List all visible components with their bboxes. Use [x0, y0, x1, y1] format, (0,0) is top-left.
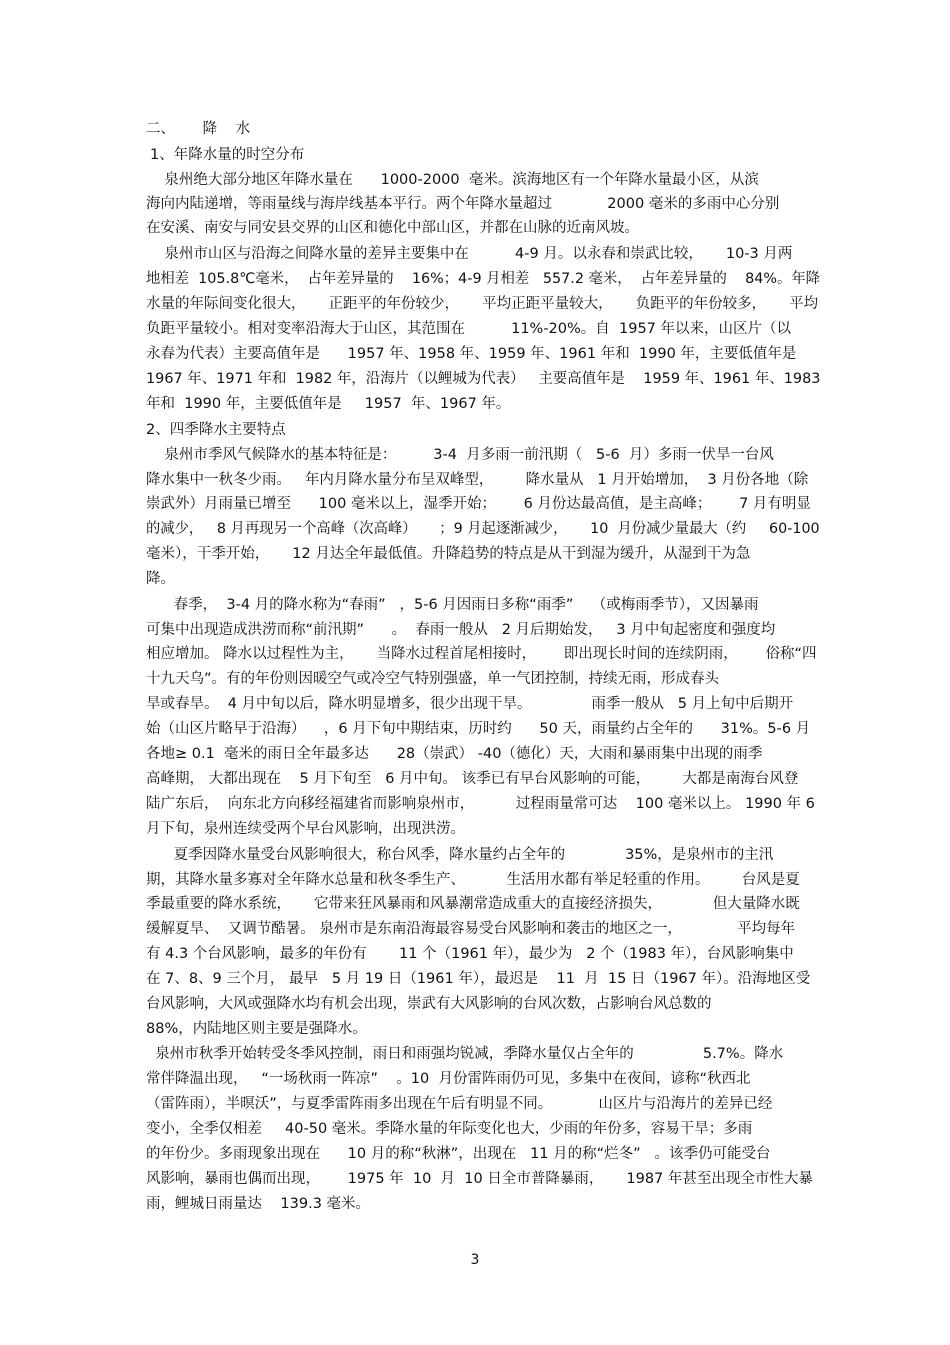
text-line: 高峰期， 大都出现在 5 月下旬至 6 月中旬。 该季已有早台风影响的可能， 大都是南海台风登 [146, 771, 799, 787]
text-line: 相应增加。 降水以过程性为主， 当降水过程首尾相接时， 即出现长时间的连续阴雨， 俗称“四 [146, 646, 817, 662]
text-line: 常伴降温出现， “一场秋雨一阵凉” 。10 月份雷阵雨仍可见，多集中在夜间，谚称“秋西北 [146, 1071, 751, 1087]
text-line: 的减少， 8 月再现另一个高峰（次高峰） ；9 月起逐渐减少， 10 月份减少量最大（约 60-100 [146, 521, 820, 537]
text-line: 夏季因降水量受台风影响很大，称台风季，降水量约占全年的 35%，是泉州市的主汛 [146, 847, 774, 863]
text-line: 台风影响，大风或强降水均有机会出现，崇武有大风影响的台风次数，占影响台风总数的 [146, 996, 712, 1012]
text-line: 泉州市山区与沿海之间降水量的差异主要集中在 4-9 月。以永春和崇武比较， 10-3 月两 [146, 246, 793, 262]
text-line: 各地≥ 0.1 毫米的雨日全年最多达 28（崇武） -40（德化）天，大雨和暴雨集中出现的雨季 [146, 746, 763, 762]
subsection-heading-seasonal: 2、四季降水主要特点 [146, 422, 286, 438]
text-line: 降水集中一秋冬少雨。 年内月降水量分布呈双峰型， 降水量从 1 月开始增加， 3 月份各地（除 [146, 472, 809, 488]
text-line: 年和 1990 年，主要低值年是 1957 年、1967 年。 [146, 396, 511, 412]
text-line: 月下旬，泉州连续受两个早台风影响，出现洪涝。 [146, 821, 465, 837]
section-heading: 二、 降 水 [146, 121, 251, 137]
text-line: 在 7、8、9 三个月， 最早 5 月 19 日（1961 年），最迟是 11 月 15 日（1967 年）。沿海地区受 [146, 971, 811, 987]
text-line: 毫米），干季开始， 12 月达全年最低值。升降趋势的特点是从干到湿为缓升，从湿到干为急 [146, 546, 751, 562]
text-line: 始（山区片略早于沿海） ，6 月下旬中期结束，历时约 50 天，雨量约占全年的 31%。5-6 月 [146, 721, 811, 737]
text-line: 88%，内陆地区则主要是强降水。 [146, 1021, 367, 1037]
text-line: 变小，全季仅相差 40-50 毫米。季降水量的年际变化也大，少雨的年份多，容易干旱；多雨 [146, 1121, 753, 1137]
text-line: 泉州市季风气候降水的基本特征是： 3-4 月多雨一前汛期（ 5-6 月）多雨一伏旱一台风 [146, 447, 774, 463]
text-line: 1967 年、1971 年和 1982 年，沿海片（以鲤城为代表） 主要高值年是 1959 年、1961 年、1983 [146, 371, 821, 387]
text-line: 水量的年际间变化很大， 正距平的年份较少， 平均正距平量较大， 负距平的年份较多， 平均 [146, 296, 819, 312]
text-line: 崇武外）月雨量已增至 100 毫米以上，湿季开始； 6 月份达最高值，是主高峰； 7 月有明显 [146, 496, 811, 512]
text-line: 地相差 105.8℃毫米， 占年差异量的 16%；4-9 月相差 557.2 毫米， 占年差异量的 84%。年降 [146, 271, 821, 287]
text-line: 缓解夏旱、 又调节酷暑。 泉州市是东南沿海最容易受台风影响和袭击的地区之一， 平均每年 [146, 921, 796, 937]
text-line: 的年份少。多雨现象出现在 10 月的称“秋淋”，出现在 11 月的称“烂冬” 。该季仍可能受台 [146, 1146, 771, 1162]
text-line: 泉州绝大部分地区年降水量在 1000-2000 毫米。滨海地区有一个年降水量最小区，从滨 [146, 172, 759, 188]
text-line: 降。 [146, 571, 175, 587]
text-line: 风影响，暴雨也偶而出现， 1975 年 10 月 10 日全市普降暴雨， 1987 年甚至出现全市性大暴 [146, 1171, 813, 1187]
text-line: 陆广东后， 向东北方向移经福建省而影响泉州市， 过程雨量常可达 100 毫米以上。 1990 年 6 [146, 796, 815, 812]
text-line: （雷阵雨），半暝沃”，与夏季雷阵雨多出现在午后有明显不同。 山区片与沿海片的差异已经 [146, 1096, 773, 1112]
text-line: 雨，鲤城日雨量达 139.3 毫米。 [146, 1196, 371, 1212]
text-line: 负距平量较小。相对变率沿海大于山区，其范围在 11%-20%。自 1957 年以来，山区片（以 [146, 321, 792, 337]
text-line: 季最重要的降水系统， 它带来狂风暴雨和风暴潮常造成重大的直接经济损失， 但大量降水既 [146, 896, 800, 912]
text-line: 期，其降水量多寡对全年降水总量和秋冬季生产、 生活用水都有举足轻重的作用。 台风是夏 [146, 872, 800, 888]
page-number: 3 [470, 1252, 480, 1268]
subsection-heading-annual-distribution: 1、年降水量的时空分布 [150, 147, 305, 163]
text-line: 旱或春旱。 4 月中旬以后，降水明显增多，很少出现干旱。 雨季一般从 5 月上旬中后期开 [146, 696, 794, 712]
text-line: 十九天乌”。有的年份则因暖空气或冷空气特别强盛，单一气团控制，持续无雨，形成春头 [146, 671, 720, 687]
text-line: 泉州市秋季开始转受冬季风控制，雨日和雨强均锐减，季降水量仅占全年的 5.7%。降水 [146, 1046, 784, 1062]
text-line: 海向内陆递增，等雨量线与海岸线基本平行。两个年降水量超过 2000 毫米的多雨中心分别 [146, 196, 780, 212]
text-line: 春季， 3-4 月的降水称为“春雨” ，5-6 月因雨日多称“雨季” （或梅雨季节），又因暴雨 [146, 597, 759, 613]
text-line: 有 4.3 个台风影响，最多的年份有 11 个（1961 年），最少为 2 个（1983 年），台风影响集中 [146, 946, 794, 962]
text-line: 永春为代表）主要高值年是 1957 年、1958 年、1959 年、1961 年和 1990 年，主要低值年是 [146, 346, 797, 362]
text-line: 在安溪、南安与同安县交界的山区和德化中部山区，并都在山脉的近南风坡。 [146, 220, 639, 236]
text-line: 可集中出现造成洪涝而称“前汛期” 。 春雨一般从 2 月后期始发， 3 月中旬起密度和强度均 [146, 622, 776, 638]
